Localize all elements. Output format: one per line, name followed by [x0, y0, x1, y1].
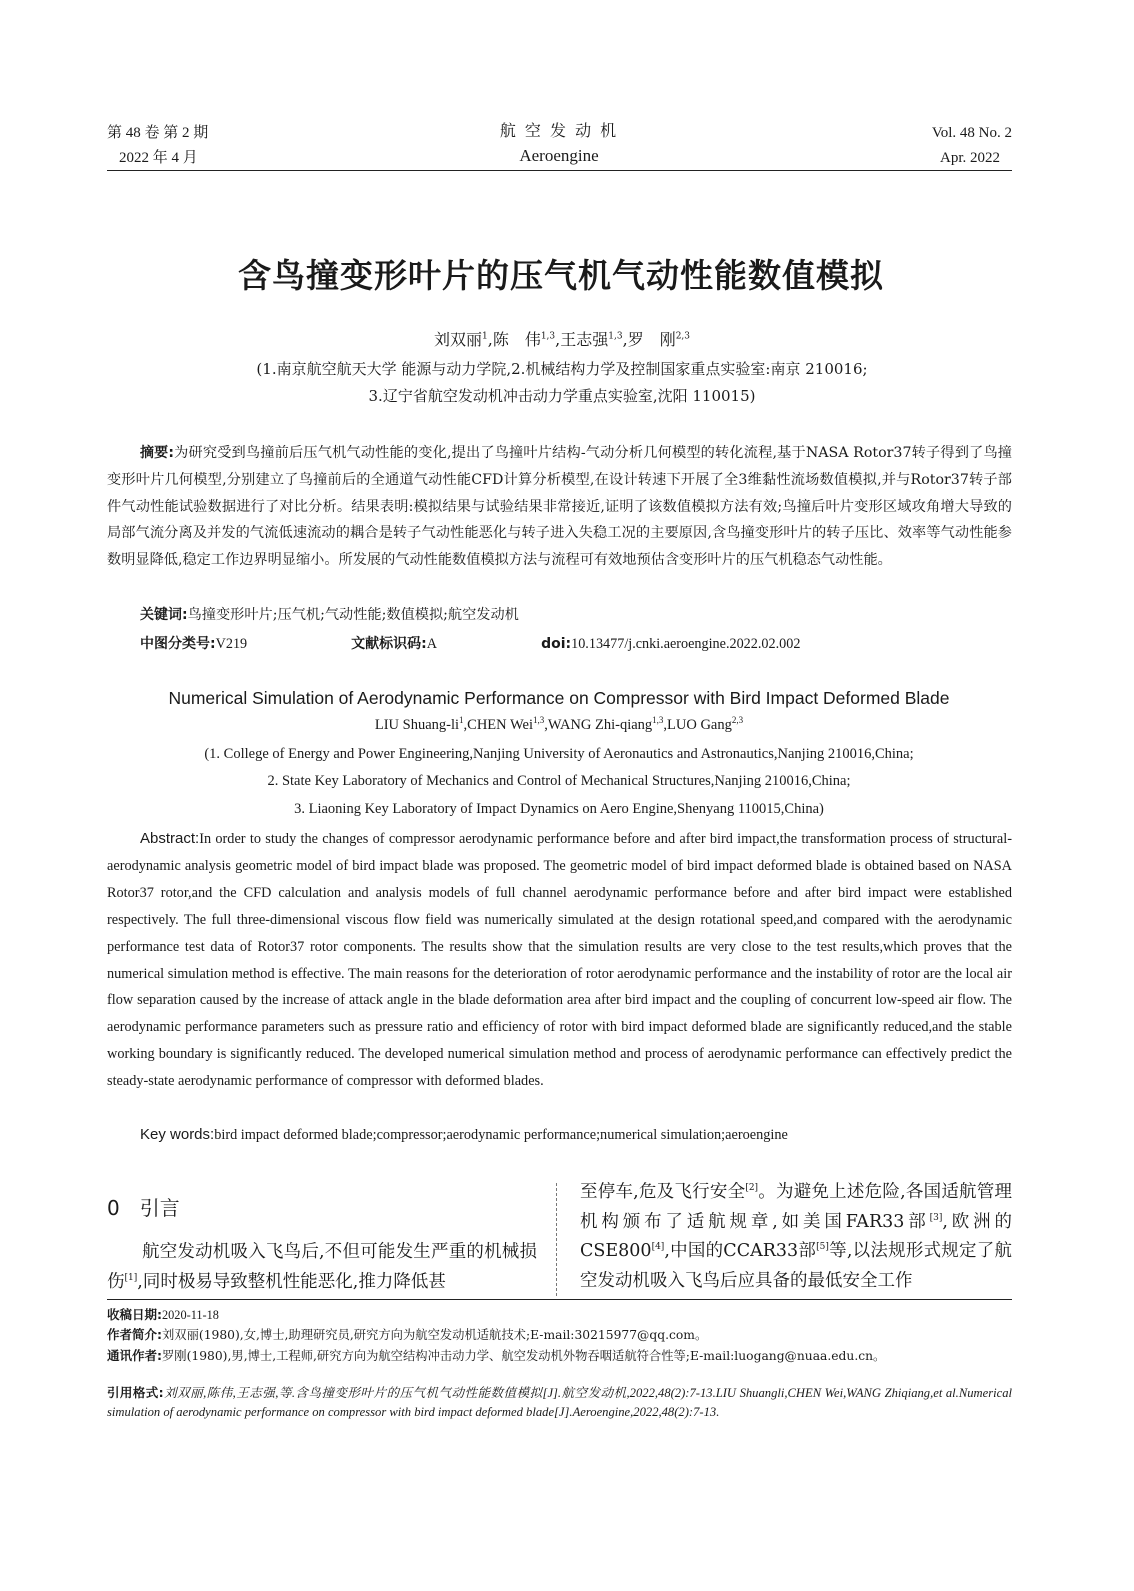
- keywords-en: [140, 1122, 1010, 1149]
- citation-label: 引用格式:: [107, 1385, 164, 1400]
- author-affil-sup: 1,3: [540, 331, 556, 342]
- body-text: 等,以法规形式规定了航空发动机吸入飞鸟后应具备的最低安全工作: [580, 1241, 1013, 1291]
- keywords-en-label: Key words:: [140, 1126, 215, 1143]
- corr-label: 通讯作者:: [107, 1348, 162, 1363]
- reference-mark: [2]: [745, 1183, 759, 1194]
- author-affil-sup: 2,3: [731, 715, 744, 726]
- section-heading-introduction: 0 引言: [107, 1196, 180, 1220]
- bio-label: 作者简介:: [107, 1327, 162, 1342]
- header-volume-en: Vol. 48 No. 2: [931, 125, 1012, 141]
- affiliation-en-line2: 2. State Key Laboratory of Mechanics and Control of Mechanical Structures,Nanjing 210016,China;: [267, 773, 851, 789]
- classification-row: [140, 633, 1020, 655]
- reference-mark: [1]: [124, 1272, 138, 1283]
- author-name-en: LUO Gang: [667, 717, 732, 733]
- bio-value: 刘双丽(1980),女,博士,助理研究员,研究方向为航空发动机适航技术;E-mail:30215977@qq.com。: [162, 1328, 708, 1342]
- author-affil-sup: 1: [481, 331, 488, 342]
- abstract-cn: [107, 440, 1012, 574]
- author-separator: ,: [622, 330, 628, 349]
- received-label: 收稿日期:: [107, 1307, 162, 1322]
- body-text: 。为避免上述危险,各国适航管理机构颁布了适航规章,如美国FAR33部: [580, 1182, 1012, 1232]
- author-name: 陈 伟: [492, 330, 541, 349]
- author-name-en: LIU Shuang-li: [374, 717, 460, 733]
- doi-value: 10.13477/j.cnki.aeroengine.2022.02.002: [571, 636, 801, 652]
- affiliation-cn-line1: (1.南京航空航天大学 能源与动力学院,2.机械结构力学及控制国家重点实验室:南京 210016;: [256, 360, 868, 378]
- reference-mark: [5]: [816, 1242, 829, 1253]
- column-divider: [556, 1183, 557, 1296]
- clc-value: V219: [215, 636, 248, 652]
- header-date-cn: 2022 年 4 月: [119, 150, 198, 166]
- author-name: 王志强: [560, 330, 609, 349]
- authors-cn: [0, 327, 1124, 350]
- abstract-cn-label: 摘要:: [140, 445, 174, 461]
- header-date-en: Apr. 2022: [940, 150, 1000, 166]
- author-affil-sup: 1,3: [532, 715, 545, 726]
- author-affil-sup: 1,3: [652, 715, 664, 726]
- header-rule: [107, 170, 1012, 171]
- clc-label: 中图分类号:: [140, 636, 216, 652]
- authors-en: [0, 717, 1118, 734]
- citation-text: 刘双丽,陈伟,王志强,等.含鸟撞变形叶片的压气机气动性能数值模拟[J].航空发动机,2022,48(2):7-13.LIU Shuangli,CHEN Wei,WANG Zhiqiang,et al.Numerical simulation of aerodynamic performance on compressor with bird impact deformed blade[J].Aeroengine,2022,48(2):7-13.: [107, 1386, 1012, 1419]
- journal-name-en: Aeroengine: [519, 146, 599, 165]
- doc-code-label: 文献标识码:: [351, 636, 427, 652]
- doi-label: doi:: [541, 636, 572, 652]
- keywords-cn-text: 鸟撞变形叶片;压气机;气动性能;数值模拟;航空发动机: [187, 607, 519, 623]
- author-separator: ,: [544, 717, 548, 733]
- keywords-cn-label: 关键词:: [140, 607, 188, 623]
- body-text: ,中国的CCAR33部: [664, 1241, 817, 1261]
- body-column-right: [580, 1178, 1012, 1296]
- header-volume-cn: 第 48 卷 第 2 期: [107, 125, 209, 141]
- abstract-en-label: Abstract:: [140, 830, 200, 847]
- corr-value: 罗刚(1980),男,博士,工程师,研究方向为航空结构冲击动力学、航空发动机外物吞咽适航符合性等;E-mail:luogang@nuaa.edu.cn。: [162, 1349, 886, 1363]
- body-text: ,欧洲的CSE800: [580, 1211, 1012, 1261]
- affiliation-cn-line2: 3.辽宁省航空发动机冲击动力学重点实验室,沈阳 110015): [368, 387, 756, 405]
- author-separator: ,: [463, 717, 468, 733]
- body-text: ,同时极易导致整机性能恶化,推力降低甚: [137, 1271, 446, 1292]
- abstract-cn-text: 为研究受到鸟撞前后压气机气动性能的变化,提出了鸟撞叶片结构-气动分析几何模型的转化流程,基于NASA Rotor37转子得到了鸟撞变形叶片几何模型,分别建立了鸟撞前后的全通道气动性能CFD计算分析模型,在设计转速下开展了全3维黏性流场数值模拟,并与Rotor37转子部件气动性能试验数据进行了对比分析。结果表明:模拟结果与试验结果非常接近,证明了该数值模拟方法有效;鸟撞后叶片变形区域攻角增大导致的局部气流分离及并发的气流低速流动的耦合是转子气动性能恶化与转子进入失稳工况的主要原因,含鸟撞变形叶片的转子压比、效率等气动性能参数明显降低,稳定工作边界明显缩小。所发展的气动性能数值模拟方法与流程可有效地预估含变形叶片的压气机稳态气动性能。: [107, 445, 1012, 569]
- footnote-rule: [107, 1299, 1012, 1300]
- body-column-left: [107, 1238, 537, 1297]
- header-issue-en: [932, 121, 1012, 171]
- abstract-en-text: In order to study the changes of compressor aerodynamic performance before and after bird impact,the transformation process of structural- aerodynamic analysis geometric model of bird impact blade was proposed. The geometric model of bird impact deformed blade is obtained based on NASA Rotor37 rotor,and the CFD calculation and analysis models of full channel aerodynamic performance before and after bird impact were established respectively. The full three-dimensional viscous flow field was numerically simulated at the design rotational speed,and compared with the aerodynamic performance test data of Rotor37 rotor components. The results show that the simulation results are very close to the test results,which proves that the numerical simulation method is effective. The main reasons for the deterioration of rotor aerodynamic performance and the instability of rotor are the local air flow separation caused by the increase of attack angle in the blade deformation area after bird impact and the coupling of concurrent low-speed air flow. The aerodynamic performance parameters such as pressure ratio and efficiency of rotor with bird impact deformed blade are significantly reduced,and the stable working boundary is significantly reduced. The developed numerical simulation method and process of aerodynamic performance can effectively predict the steady-state aerodynamic performance of compressor with deformed blades.: [107, 831, 1012, 1090]
- reference-mark: [4]: [651, 1242, 665, 1253]
- author-separator: ,: [555, 330, 561, 349]
- author-name-en: CHEN Wei: [467, 717, 533, 733]
- author-bio: [107, 1325, 1012, 1345]
- received-date: [107, 1305, 1012, 1325]
- author-affil-sup: 1,3: [608, 331, 623, 342]
- keywords-cn: [140, 602, 1010, 629]
- author-separator: ,: [487, 330, 493, 349]
- author-name: 罗 刚: [627, 330, 676, 349]
- received-value: 2020-11-18: [162, 1308, 219, 1322]
- author-separator: ,: [663, 717, 668, 733]
- body-text: 航空发动机吸入飞鸟后,不但可能发生严重的机械损伤: [107, 1242, 537, 1292]
- reference-mark: [3]: [929, 1212, 943, 1223]
- paper-title-cn: 含鸟撞变形叶片的压气机气动性能数值模拟: [238, 256, 884, 295]
- corresponding-author: [107, 1346, 1012, 1366]
- doc-code-value: A: [426, 636, 438, 652]
- author-name-en: WANG Zhi-qiang: [547, 717, 653, 733]
- keywords-en-text: bird impact deformed blade;compressor;aerodynamic performance;numerical simulation;aeroengine: [214, 1127, 788, 1143]
- author-affil-sup: 1: [459, 715, 464, 726]
- affiliation-en-line3: 3. Liaoning Key Laboratory of Impact Dynamics on Aero Engine,Shenyang 110015,China): [294, 801, 824, 817]
- abstract-en: [107, 826, 1012, 1095]
- author-name: 刘双丽: [433, 330, 482, 349]
- journal-name-cn: 航 空 发 动 机: [499, 121, 619, 140]
- body-text: 至停车,危及飞行安全: [580, 1182, 746, 1202]
- affiliation-en-line1: (1. College of Energy and Power Engineering,Nanjing University of Aeronautics and Astronautics,Nanjing 210016,China;: [204, 746, 914, 762]
- citation-format: [107, 1383, 1012, 1422]
- author-affil-sup: 2,3: [675, 331, 691, 342]
- paper-title-en: Numerical Simulation of Aerodynamic Performance on Compressor with Bird Impact Deformed Blade: [168, 688, 950, 708]
